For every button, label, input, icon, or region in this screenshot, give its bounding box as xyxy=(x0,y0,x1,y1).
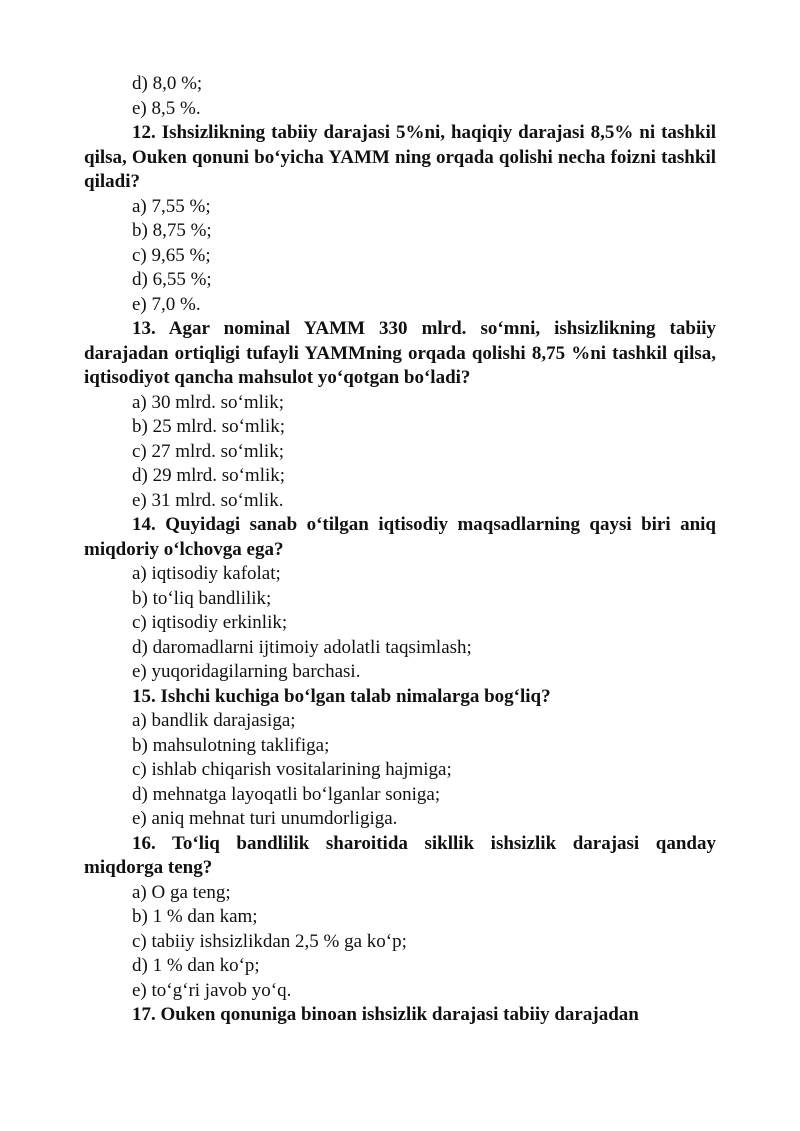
answer-option: a) O ga teng; xyxy=(132,881,231,903)
answer-option: b) to‘liq bandlilik; xyxy=(132,587,272,609)
question-number: 17. xyxy=(132,1004,156,1025)
question-text: Ishsizlikning tabiiy darajasi 5%ni, haqiqiy darajasi 8,5% ni tashkil qilsa, Ouken qonuni bo‘yicha YAMM ning orqada qolishi necha foizni tashkil qiladi? xyxy=(84,122,716,192)
question-text: Agar nominal YAMM 330 mlrd. so‘mni, ishsizlikning tabiiy darajadan ortiqligi tufayli YAMMning orqada qolishi 8,75 %ni tashkil qilsa, iqtisodiyot qancha mahsulot yo‘qotgan bo‘ladi? xyxy=(84,318,717,388)
question-text: Ouken qonuniga binoan ishsizlik darajasi tabiiy darajadan xyxy=(160,1004,639,1025)
answer-option: c) tabiiy ishsizlikdan 2,5 % ga ko‘p; xyxy=(132,930,407,952)
answer-option: a) bandlik darajasiga; xyxy=(132,710,296,731)
question-14 xyxy=(84,513,716,562)
answer-option: a) 7,55 %; xyxy=(132,195,211,217)
question-16 xyxy=(84,832,716,881)
answer-option: c) 27 mlrd. so‘mlik; xyxy=(132,440,284,462)
answer-option: d) 29 mlrd. so‘mlik; xyxy=(132,465,286,486)
answer-option: e) to‘g‘ri javob yo‘q. xyxy=(132,979,292,1001)
answer-option: e) 8,5 %. xyxy=(132,97,201,119)
answer-option: e) aniq mehnat turi unumdorligiga. xyxy=(132,808,398,829)
answer-option: e) yuqoridagilarning barchasi. xyxy=(132,661,361,682)
question-number: 15. xyxy=(132,685,156,707)
answer-option: d) 1 % dan ko‘p; xyxy=(132,955,260,976)
answer-option: e) 7,0 %. xyxy=(132,293,201,315)
answer-option: b) mahsulotning taklifiga; xyxy=(132,734,330,756)
answer-option: c) iqtisodiy erkinlik; xyxy=(132,612,288,633)
question-13 xyxy=(84,317,716,391)
question-15 xyxy=(84,685,716,710)
question-number: 13. xyxy=(132,318,156,339)
question-number: 14. xyxy=(132,514,156,535)
answer-option: a) iqtisodiy kafolat; xyxy=(132,563,281,584)
answer-option: b) 25 mlrd. so‘mlik; xyxy=(132,416,286,437)
answer-option: d) 6,55 %; xyxy=(132,269,212,290)
answer-option: c) ishlab chiqarish vositalarining hajmiga; xyxy=(132,759,452,780)
question-text: To‘liq bandlilik sharoitida sikllik ishsizlik darajasi qanday miqdorga teng? xyxy=(84,832,716,878)
answer-option: a) 30 mlrd. so‘mlik; xyxy=(132,391,284,413)
answer-option: b) 1 % dan kam; xyxy=(132,906,258,927)
question-number: 12. xyxy=(132,122,156,143)
question-12 xyxy=(84,121,716,195)
question-text: Quyidagi sanab o‘tilgan iqtisodiy maqsadlarning qaysi biri aniq miqdoriy o‘lchovga ega? xyxy=(84,514,716,560)
document-page xyxy=(84,72,716,1028)
answer-option: e) 31 mlrd. so‘mlik. xyxy=(132,489,284,511)
answer-option: d) daromadlarni ijtimoiy adolatli taqsimlash; xyxy=(132,636,472,658)
question-text: Ishchi kuchiga bo‘lgan talab nimalarga bog‘liq? xyxy=(160,685,551,707)
answer-option: d) mehnatga layoqatli bo‘lganlar soniga; xyxy=(132,783,441,805)
answer-option: b) 8,75 %; xyxy=(132,220,212,241)
question-number: 16. xyxy=(132,832,156,854)
question-17 xyxy=(84,1003,716,1028)
answer-option: d) 8,0 %; xyxy=(132,73,203,94)
answer-option: c) 9,65 %; xyxy=(132,244,211,266)
